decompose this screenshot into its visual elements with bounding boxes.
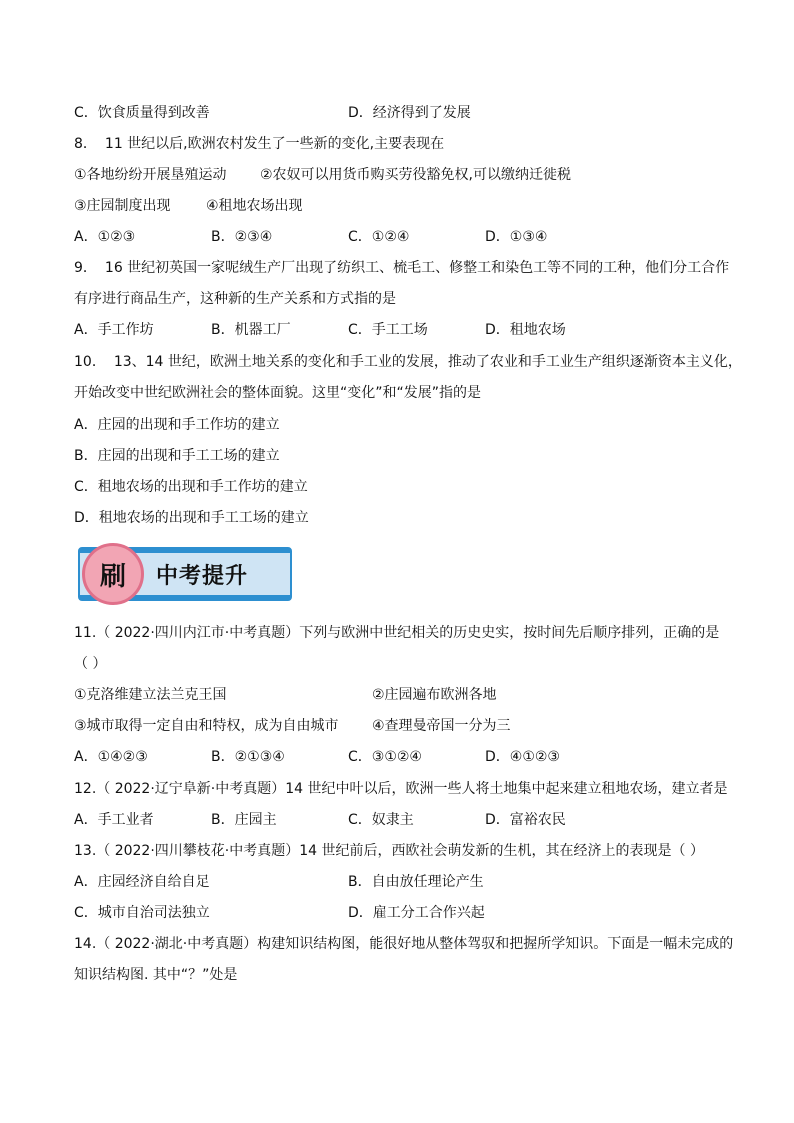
q13-stem: 13.（ 2022·四川攀枝花·中考真题）14 世纪前后，西欧社会萌发新的生机，其在经济上的表现是（ ） [74, 843, 704, 859]
q11-option-a: A．①④②③ [74, 749, 148, 765]
q11-option-c: C．③①②④ [348, 749, 422, 765]
question-8-stem [74, 135, 734, 153]
q11-option-b: B．②①③④ [211, 749, 285, 765]
q10-number: 10． [74, 354, 106, 370]
q11-option-d: D．④①②③ [485, 749, 560, 765]
q9-number: 9． [74, 260, 97, 276]
q11-item-4: ④查理曼帝国一分为三 [372, 718, 511, 734]
q10-option-c: C．租地农场的出现和手工作坊的建立 [74, 479, 308, 495]
q8-stem-text: 11 世纪以后,欧洲农村发生了一些新的变化,主要表现在 [104, 136, 445, 152]
q12-option-a: A．手工业者 [74, 812, 154, 828]
q11-stem-line1: 11.（ 2022·四川内江市·中考真题）下列与欧洲中世纪相关的历史史实，按时间先后顺序排列，正确的是 [74, 625, 720, 641]
q11-item-2: ②庄园遍布欧洲各地 [372, 687, 497, 703]
banner-badge-text: 刷 [99, 561, 126, 592]
q12-option-d: D．富裕农民 [485, 812, 566, 828]
q8-item-1: ①各地纷纷开展垦殖运动 [74, 167, 227, 183]
q11-stem-line2: （ ） [74, 656, 107, 672]
q12-stem: 12.（ 2022·辽宁阜新·中考真题）14 世纪中叶以后，欧洲一些人将土地集中起来建立租地农场，建立者是 [74, 781, 728, 797]
section-banner [76, 545, 294, 603]
q7-option-c: C．饮食质量得到改善 [74, 105, 210, 121]
q8-item-4: ④租地农场出现 [206, 198, 303, 214]
q8-option-d: D．①③④ [485, 229, 548, 245]
q13-option-c: C．城市自治司法独立 [74, 905, 210, 921]
q9-option-d: D．租地农场 [485, 322, 566, 338]
q10-stem-line1: 13、14 世纪，欧洲土地关系的变化和手工业的发展，推动了农业和手工业生产组织逐渐资本主义化， [113, 354, 742, 370]
q10-option-a: A．庄园的出现和手工作坊的建立 [74, 417, 280, 433]
q8-option-c: C．①②④ [348, 229, 410, 245]
q13-option-d: D．雇工分工合作兴起 [348, 905, 485, 921]
q10-option-d: D．租地农场的出现和手工工场的建立 [74, 510, 309, 526]
q8-option-b: B．②③④ [211, 229, 273, 245]
q11-item-3: ③城市取得一定自由和特权，成为自由城市 [74, 718, 339, 734]
q7-option-d: D．经济得到了发展 [348, 105, 471, 121]
q8-option-a: A．①②③ [74, 229, 136, 245]
q13-option-b: B．自由放任理论产生 [348, 874, 484, 890]
banner-badge [82, 543, 144, 605]
question-10-stem-cont [74, 384, 734, 402]
q12-option-b: B．庄园主 [211, 812, 277, 828]
q9-stem-line1: 16 世纪初英国一家呢绒生产厂出现了纺织工、梳毛工、修整工和染色工等不同的工种，他们分工合作 [104, 260, 730, 276]
q9-option-b: B．机器工厂 [211, 322, 291, 338]
q14-stem-line2: 知识结构图. 其中“？”处是 [74, 967, 238, 983]
question-9-stem-cont [74, 290, 734, 308]
q11-item-1: ①克洛维建立法兰克王国 [74, 687, 227, 703]
q9-stem-line2: 有序进行商品生产，这种新的生产关系和方式指的是 [74, 291, 396, 307]
q9-option-a: A．手工作坊 [74, 322, 154, 338]
question-10-stem [74, 353, 742, 371]
q9-option-c: C．手工工场 [348, 322, 428, 338]
banner-title: 中考提升 [156, 564, 249, 589]
q12-option-c: C．奴隶主 [348, 812, 414, 828]
q10-stem-line2: 开始改变中世纪欧洲社会的整体面貌。这里“变化”和“发展”指的是 [74, 385, 482, 401]
q8-number: 8． [74, 136, 97, 152]
q13-option-a: A．庄园经济自给自足 [74, 874, 210, 890]
q8-item-2: ②农奴可以用货币购买劳役豁免权,可以缴纳迁徙税 [260, 167, 571, 183]
q14-stem-line1: 14.（ 2022·湖北·中考真题）构建知识结构图，能很好地从整体驾驭和把握所学知识。下面是一幅未完成的 [74, 936, 734, 952]
question-9-stem [74, 259, 734, 277]
q10-option-b: B．庄园的出现和手工工场的建立 [74, 448, 280, 464]
q8-item-3: ③庄园制度出现 [74, 198, 171, 214]
